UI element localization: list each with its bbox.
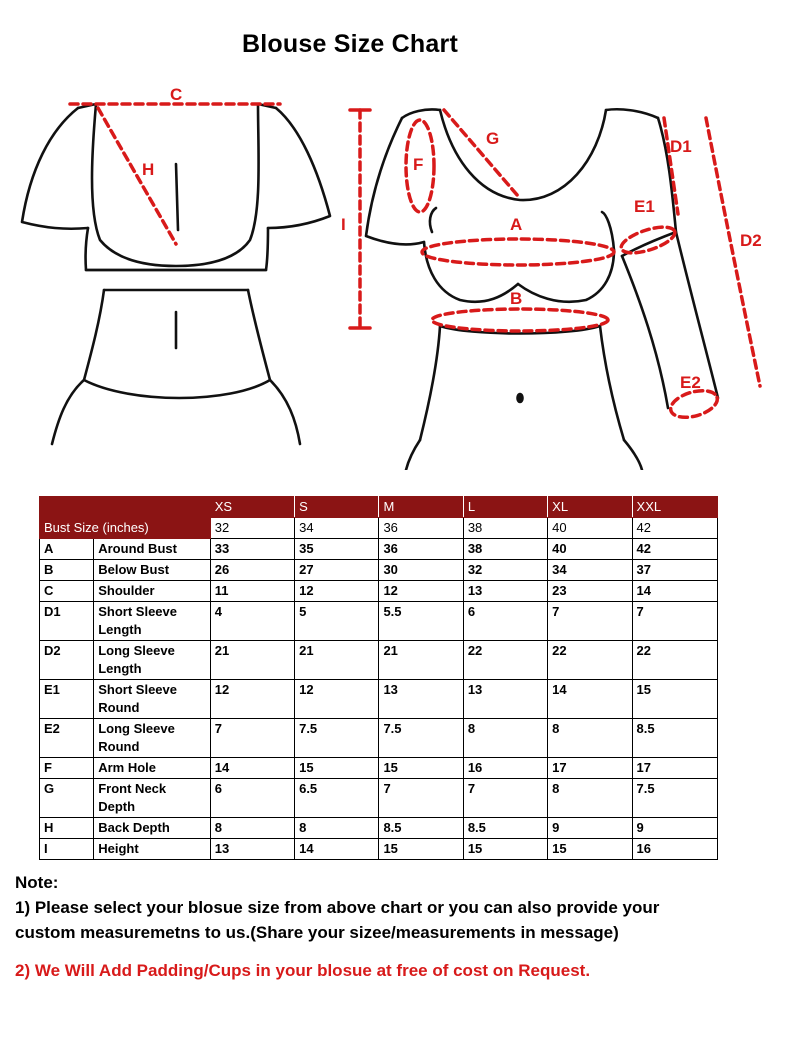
measurement-value: 22 xyxy=(548,641,632,680)
measurement-value: 42 xyxy=(632,539,717,560)
label-g: G xyxy=(486,129,500,148)
measurement-value: 13 xyxy=(463,581,547,602)
bust-size-value: 40 xyxy=(548,518,632,539)
measurement-value: 6 xyxy=(210,779,294,818)
measurement-row xyxy=(40,539,718,560)
measurement-row xyxy=(40,779,718,818)
measurement-value: 32 xyxy=(463,560,547,581)
measurement-value: 36 xyxy=(379,539,463,560)
size-header: XS xyxy=(210,497,294,518)
measurement-name: Short Sleeve Round xyxy=(94,680,211,719)
measurement-value: 12 xyxy=(295,581,379,602)
label-e1: E1 xyxy=(634,197,655,216)
measurement-row xyxy=(40,581,718,602)
measurement-value: 13 xyxy=(379,680,463,719)
bust-size-value: 36 xyxy=(379,518,463,539)
measurement-code: A xyxy=(40,539,94,560)
measurement-name: Below Bust xyxy=(94,560,211,581)
measurement-name: Shoulder xyxy=(94,581,211,602)
size-header: M xyxy=(379,497,463,518)
measurement-value: 12 xyxy=(210,680,294,719)
label-c: C xyxy=(170,85,183,104)
label-i: I xyxy=(341,215,346,234)
measurement-value: 12 xyxy=(295,680,379,719)
measurement-row xyxy=(40,818,718,839)
measurement-value: 13 xyxy=(210,839,294,860)
measurement-name: Long Sleeve Length xyxy=(94,641,211,680)
label-b: B xyxy=(510,289,523,308)
measurement-value: 21 xyxy=(295,641,379,680)
measurement-name: Short Sleeve Length xyxy=(94,602,211,641)
page-title: Blouse Size Chart xyxy=(242,30,458,58)
measurement-value: 14 xyxy=(210,758,294,779)
measurement-value: 33 xyxy=(210,539,294,560)
measurement-value: 4 xyxy=(210,602,294,641)
blouse-measurement-diagram xyxy=(0,0,794,470)
measurement-value: 7.5 xyxy=(295,719,379,758)
label-d1: D1 xyxy=(670,137,692,156)
label-d2: D2 xyxy=(740,231,762,250)
label-e2: E2 xyxy=(680,373,701,392)
measure-line-e1 xyxy=(618,222,677,258)
measurement-value: 8 xyxy=(548,779,632,818)
measurement-value: 21 xyxy=(379,641,463,680)
measurement-value: 34 xyxy=(548,560,632,581)
measurement-value: 23 xyxy=(548,581,632,602)
label-a: A xyxy=(510,215,523,234)
measurement-value: 17 xyxy=(548,758,632,779)
measurement-value: 22 xyxy=(463,641,547,680)
bust-size-label: Bust Size (inches) xyxy=(40,518,211,539)
measurement-value: 9 xyxy=(548,818,632,839)
bust-size-row xyxy=(40,518,718,539)
measurement-value: 8 xyxy=(463,719,547,758)
measurement-row xyxy=(40,839,718,860)
measurement-code: E1 xyxy=(40,680,94,719)
measurement-value: 7 xyxy=(210,719,294,758)
measurement-code: G xyxy=(40,779,94,818)
measurement-code: H xyxy=(40,818,94,839)
measurement-value: 14 xyxy=(548,680,632,719)
size-header: L xyxy=(463,497,547,518)
measurement-value: 7 xyxy=(632,602,717,641)
measurement-value: 14 xyxy=(632,581,717,602)
measurement-value: 35 xyxy=(295,539,379,560)
measurement-value: 37 xyxy=(632,560,717,581)
measurement-value: 8.5 xyxy=(632,719,717,758)
measurement-value: 12 xyxy=(379,581,463,602)
measurement-value: 17 xyxy=(632,758,717,779)
measurement-row xyxy=(40,560,718,581)
back-view-figure xyxy=(22,104,330,444)
measurement-name: Around Bust xyxy=(94,539,211,560)
measurement-row xyxy=(40,602,718,641)
header-blank xyxy=(40,497,211,518)
size-header-row xyxy=(40,497,718,518)
measurement-code: I xyxy=(40,839,94,860)
size-header: XL xyxy=(548,497,632,518)
measurement-value: 5 xyxy=(295,602,379,641)
bust-size-value: 34 xyxy=(295,518,379,539)
measurement-value: 7.5 xyxy=(632,779,717,818)
measurement-value: 15 xyxy=(379,839,463,860)
measurement-value: 27 xyxy=(295,560,379,581)
measurement-name: Back Depth xyxy=(94,818,211,839)
measurement-value: 7 xyxy=(379,779,463,818)
label-f: F xyxy=(413,155,424,174)
measurement-value: 6.5 xyxy=(295,779,379,818)
size-header: S xyxy=(295,497,379,518)
measure-line-h xyxy=(98,108,176,244)
measurement-row xyxy=(40,680,718,719)
note-line-1: 1) Please select your blosue size from above chart or you can also provide your xyxy=(15,898,660,917)
measurement-code: F xyxy=(40,758,94,779)
measurement-value: 8.5 xyxy=(379,818,463,839)
measurement-value: 13 xyxy=(463,680,547,719)
measurement-value: 38 xyxy=(463,539,547,560)
measurement-value: 7.5 xyxy=(379,719,463,758)
note-heading: Note: xyxy=(15,873,59,892)
size-chart-table-container xyxy=(39,496,718,860)
measurement-value: 16 xyxy=(632,839,717,860)
measurement-value: 7 xyxy=(548,602,632,641)
measurement-value: 5.5 xyxy=(379,602,463,641)
measurement-value: 15 xyxy=(632,680,717,719)
measurement-row xyxy=(40,758,718,779)
measurement-value: 26 xyxy=(210,560,294,581)
measurement-value: 16 xyxy=(463,758,547,779)
measurement-value: 40 xyxy=(548,539,632,560)
bust-size-value: 32 xyxy=(210,518,294,539)
measurement-code: D2 xyxy=(40,641,94,680)
measurement-value: 22 xyxy=(632,641,717,680)
measurement-value: 6 xyxy=(463,602,547,641)
measurement-value: 8 xyxy=(295,818,379,839)
measurement-row xyxy=(40,719,718,758)
measurement-code: B xyxy=(40,560,94,581)
measurement-value: 9 xyxy=(632,818,717,839)
measure-line-d2 xyxy=(706,118,760,386)
measure-line-a xyxy=(422,239,614,265)
measurement-value: 30 xyxy=(379,560,463,581)
measurement-value: 15 xyxy=(548,839,632,860)
measure-line-b xyxy=(432,309,608,331)
label-h: H xyxy=(142,160,155,179)
measurement-code: C xyxy=(40,581,94,602)
measurement-name: Arm Hole xyxy=(94,758,211,779)
measure-line-d1 xyxy=(664,118,678,214)
measurement-value: 14 xyxy=(295,839,379,860)
note-line-3: 2) We Will Add Padding/Cups in your blosue at free of cost on Request. xyxy=(15,961,591,980)
size-chart-table xyxy=(39,496,718,860)
size-header: XXL xyxy=(632,497,717,518)
measurement-value: 15 xyxy=(295,758,379,779)
measurement-value: 8 xyxy=(548,719,632,758)
measurement-value: 21 xyxy=(210,641,294,680)
measurement-name: Height xyxy=(94,839,211,860)
measurement-name: Front Neck Depth xyxy=(94,779,211,818)
measurement-code: D1 xyxy=(40,602,94,641)
bust-size-value: 42 xyxy=(632,518,717,539)
measurement-value: 7 xyxy=(463,779,547,818)
notes-section xyxy=(15,870,659,945)
measurement-code: E2 xyxy=(40,719,94,758)
measurement-name: Long Sleeve Round xyxy=(94,719,211,758)
measurement-value: 8.5 xyxy=(463,818,547,839)
measurement-value: 11 xyxy=(210,581,294,602)
measurement-value: 15 xyxy=(379,758,463,779)
measurement-row xyxy=(40,641,718,680)
bust-size-value: 38 xyxy=(463,518,547,539)
measurement-value: 8 xyxy=(210,818,294,839)
measurement-value: 15 xyxy=(463,839,547,860)
note-line-2: custom measuremetns to us.(Share your sizee/measurements in message) xyxy=(15,923,619,942)
